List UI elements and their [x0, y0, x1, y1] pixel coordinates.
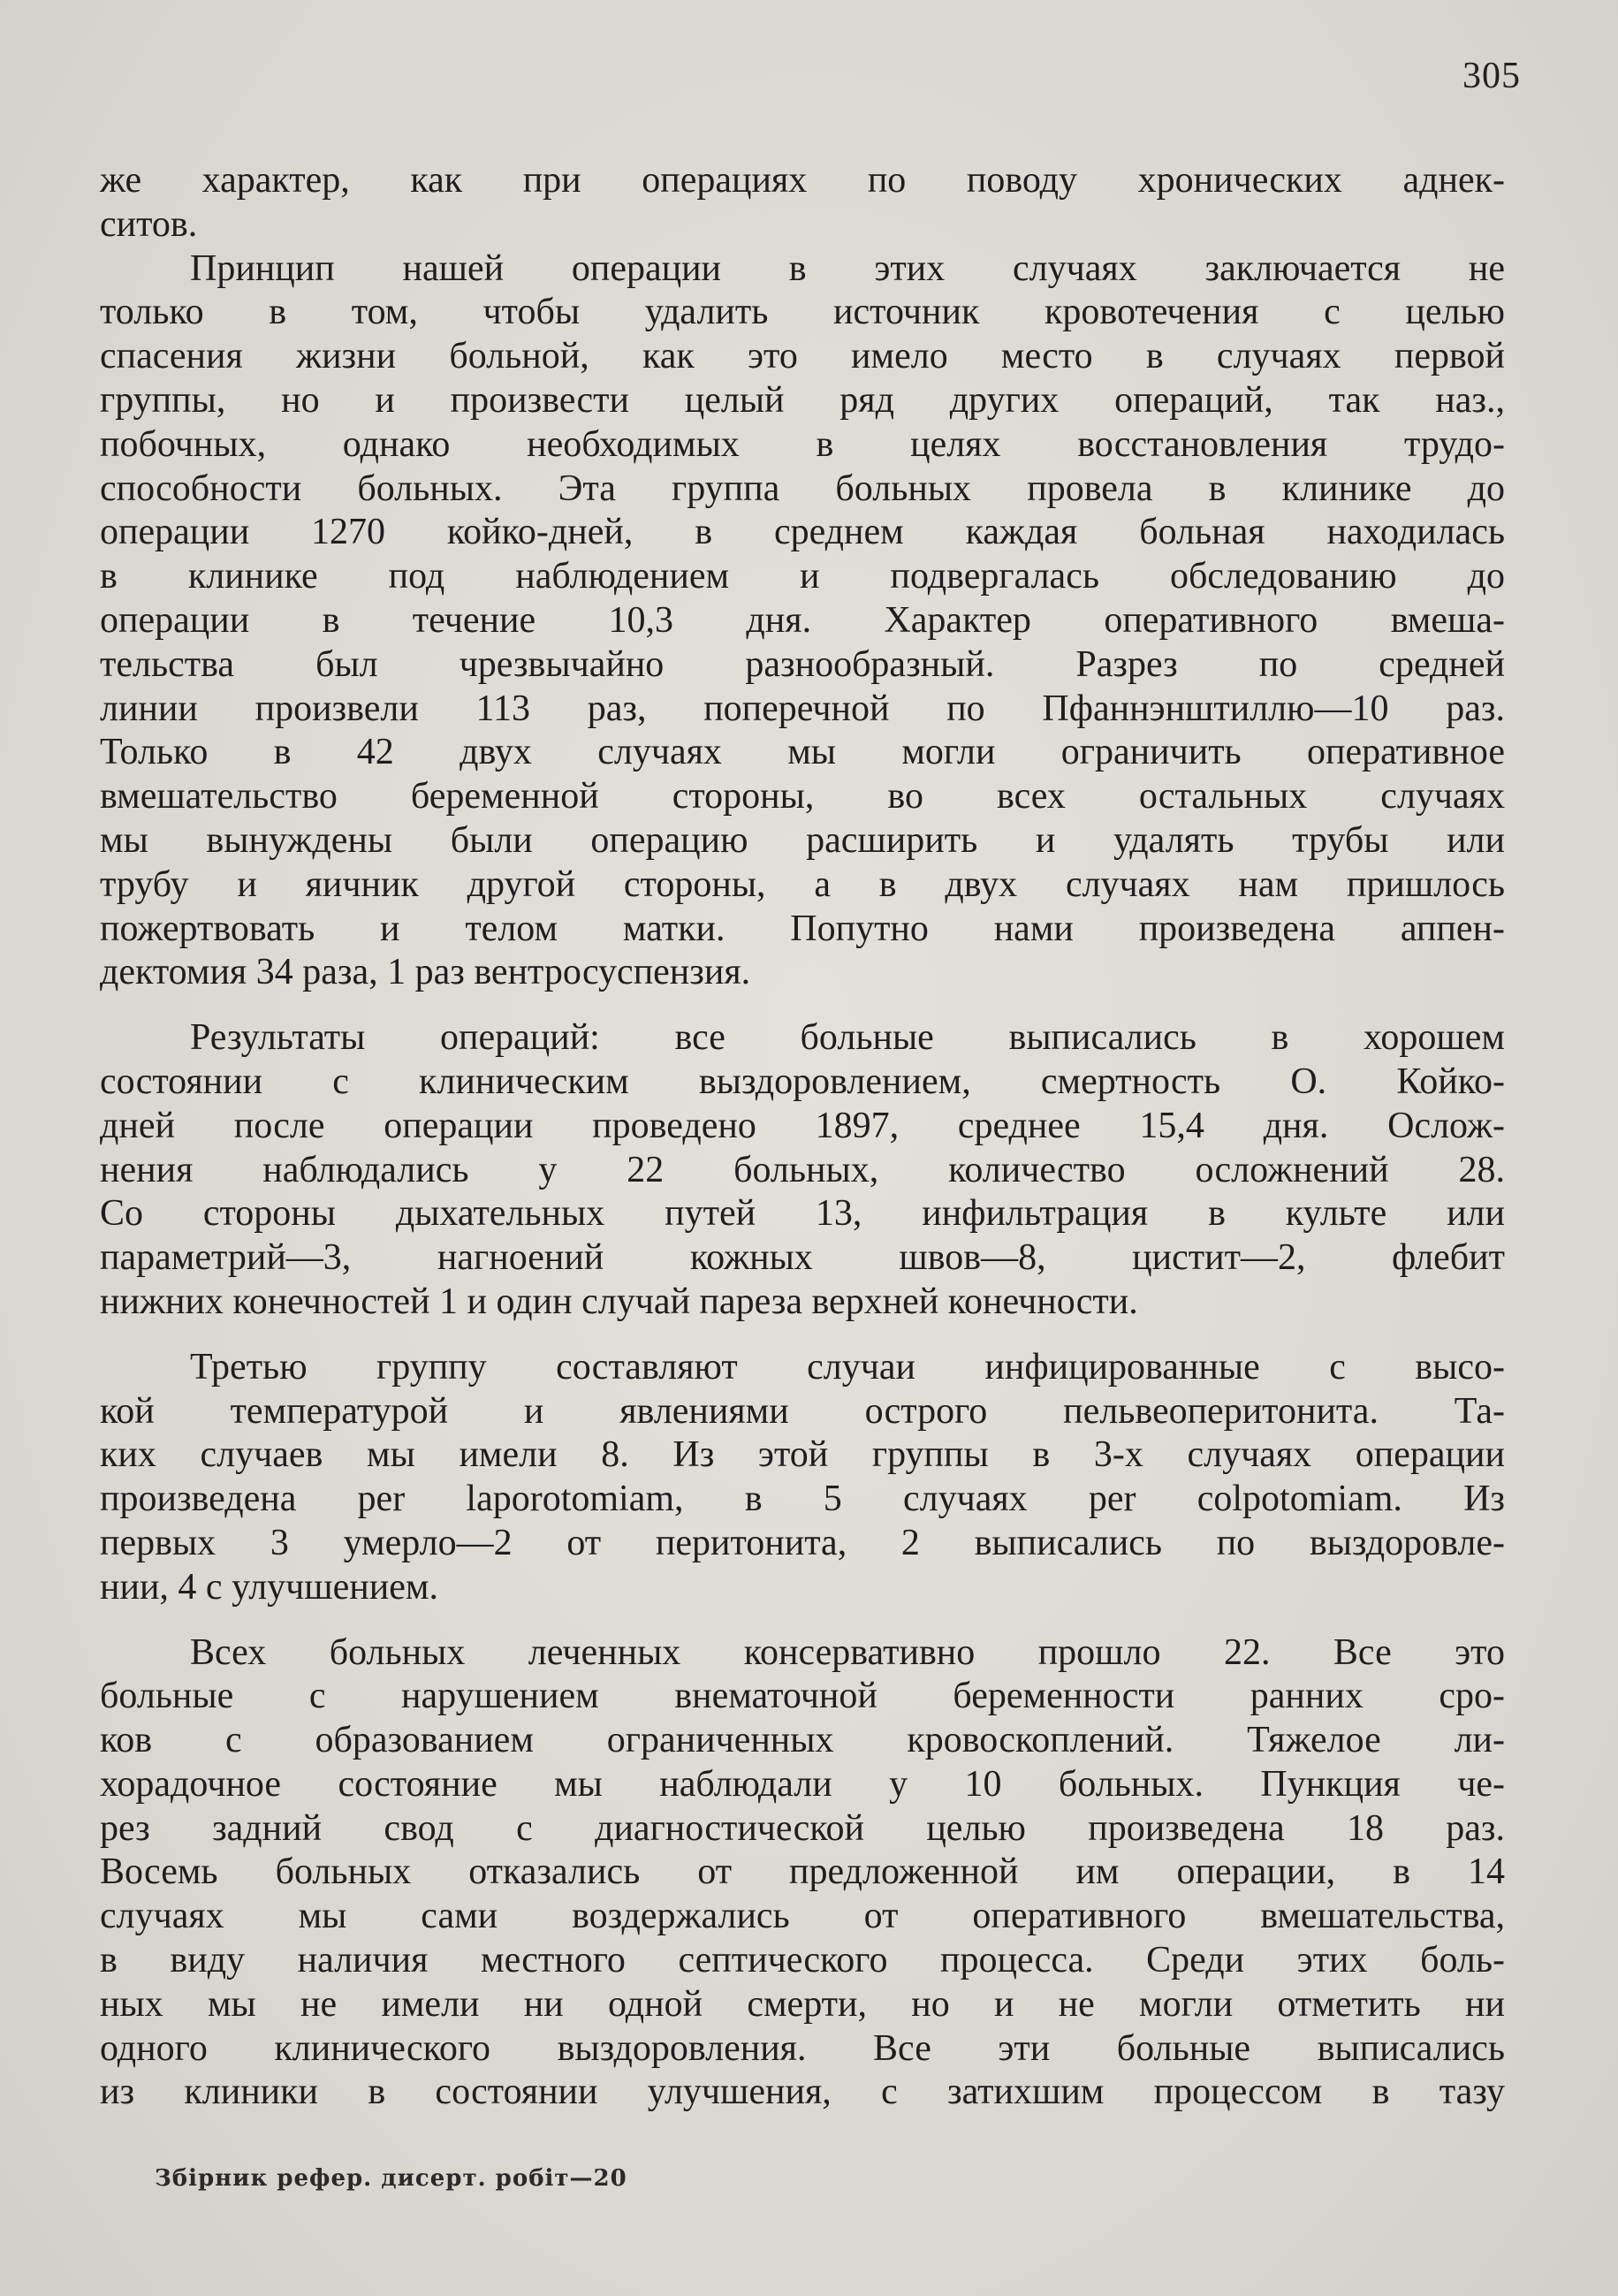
text-line: ких случаев мы имели 8. Из этой группы в 3-х случаях операции: [100, 1434, 1505, 1476]
text-line: Третью группу составляют случаи инфицированные с высо-: [190, 1346, 1505, 1387]
text-line: мы вынуждены были операцию расширить и удалять трубы или: [100, 819, 1505, 861]
paragraph-conservative-treatment: [100, 1631, 1505, 2116]
text-line: из клиники в состоянии улучшения, с затихшим процессом в тазу: [100, 2072, 1505, 2113]
text-line: операции в течение 10,3 дня. Характер оперативного вмеша-: [100, 599, 1505, 641]
text-line: трубу и яичник другой стороны, а в двух случаях нам пришлось: [100, 863, 1505, 905]
text-line: Со стороны дыхательных путей 13, инфильтрация в культе или: [100, 1193, 1505, 1235]
text-line: состоянии с клиническим выздоровлением, смертность О. Койко-: [100, 1061, 1505, 1102]
text-line: линии произвели 113 раз, поперечной по Пфаннэнштиллю—10 раз.: [100, 688, 1505, 729]
page-footer: Збірник рефер. дисерт. робіт—20: [155, 2165, 627, 2192]
text-line: побочных, однако необходимых в целях восстановления трудо-: [100, 423, 1505, 465]
text-line: первых 3 умерло—2 от перитонита, 2 выписались по выздоровле-: [100, 1522, 1505, 1563]
text-line: способности больных. Эта группа больных провела в клинике до: [100, 468, 1505, 509]
text-line: рез задний свод с диагностической целью произведена 18 раз.: [100, 1807, 1505, 1849]
page-number: 305: [1462, 56, 1521, 96]
paragraph-operation-principle: [100, 247, 1505, 996]
paragraph-continuation: [100, 159, 1505, 247]
text-line: спасения жизни больной, как это имело место в случаях первой: [100, 336, 1505, 377]
text-line: Результаты операций: все больные выписались в хорошем: [190, 1017, 1505, 1059]
text-line: в клинике под наблюдением и подвергалась обследованию до: [100, 556, 1505, 597]
text-line: группы, но и произвести целый ряд других операций, так наз.,: [100, 379, 1505, 421]
text-line: Восемь больных отказались от предложенной им операции, в 14: [100, 1851, 1505, 1893]
text-line: дней после операции проведено 1897, среднее 15,4 дня. Ослож-: [100, 1105, 1505, 1146]
text-line: вмешательство беременной стороны, во всех остальных случаях: [100, 776, 1505, 817]
text-line: Всех больных леченных консервативно прошло 22. Все это: [190, 1631, 1505, 1673]
text-line: пожертвовать и телом матки. Попутно нами произведена аппен-: [100, 908, 1505, 949]
text-line: произведена per laporotomiam, в 5 случаях per colpotomiam. Из: [100, 1479, 1505, 1520]
text-line: хорадочное состояние мы наблюдали у 10 больных. Пункция че-: [100, 1763, 1505, 1805]
text-line: больные с нарушением внематочной беременности ранних сро-: [100, 1676, 1505, 1717]
text-line: ков с образованием ограниченных кровоскоплений. Тяжелое ли-: [100, 1720, 1505, 1761]
text-line: одного клинического выздоровления. Все эти больные выписались: [100, 2027, 1505, 2069]
text-line: Только в 42 двух случаях мы могли ограничить оперативное: [100, 732, 1505, 773]
text-line: нии, 4 с улучшением.: [100, 1566, 438, 1608]
text-line: параметрий—3, нагноений кожных швов—8, цистит—2, флебит: [100, 1237, 1505, 1279]
text-line: нения наблюдались у 22 больных, количество осложнений 28.: [100, 1149, 1505, 1190]
text-line: нижних конечностей 1 и один случай пареза верхней конечности.: [100, 1281, 1138, 1322]
text-line: операции 1270 койко-дней, в среднем каждая больная находилась: [100, 512, 1505, 553]
text-line: ситов.: [100, 203, 198, 245]
body-text: [100, 159, 1505, 2115]
paragraph-third-group: [100, 1346, 1505, 1610]
text-line: ных мы не имели ни одной смерти, но и не могли отметить ни: [100, 1983, 1505, 2025]
text-line: кой температурой и явлениями острого пельвеоперитонита. Та-: [100, 1390, 1505, 1432]
text-line: случаях мы сами воздержались от оперативного вмешательства,: [100, 1896, 1505, 1937]
text-line: тельства был чрезвычайно разнообразный. Разрез по средней: [100, 643, 1505, 685]
text-line: Принцип нашей операции в этих случаях заключается не: [190, 247, 1505, 289]
text-line: только в том, чтобы удалить источник кровотечения с целью: [100, 292, 1505, 333]
paragraph-results: [100, 1016, 1505, 1325]
text-line: в виду наличия местного септического процесса. Среди этих боль-: [100, 1940, 1505, 1981]
text-line: же характер, как при операциях по поводу хронических аднек-: [100, 160, 1505, 201]
text-line: дектомия 34 раза, 1 раз вентросуспензия.: [100, 952, 751, 993]
